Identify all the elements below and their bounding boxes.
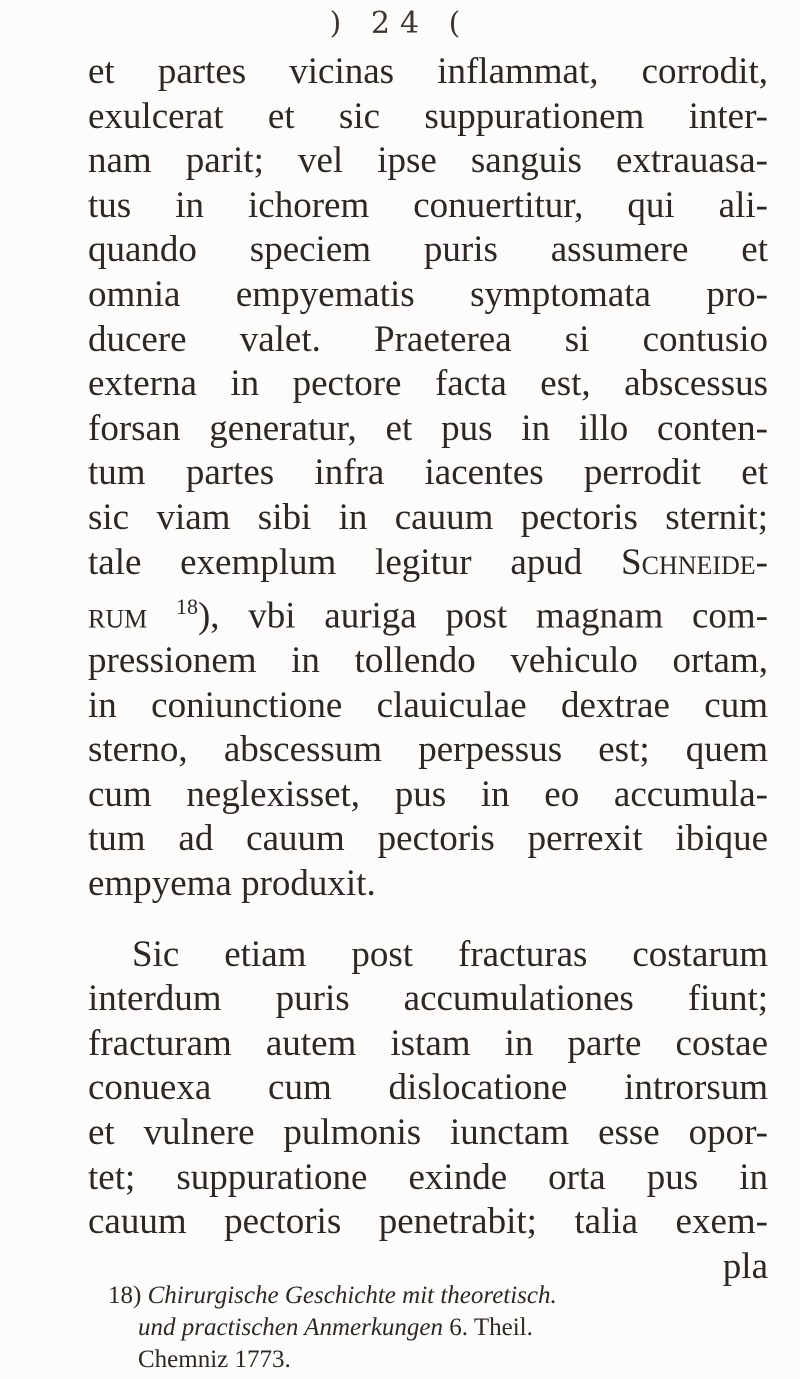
text-line: sic viam sibi in cauum pectoris sternit; <box>88 496 768 538</box>
paragraph-gap <box>88 907 768 933</box>
text-line: tet; suppuratione exinde orta pus in <box>88 1156 768 1198</box>
footnote-title: Chirurgische Geschichte mit theoretisch. <box>147 1282 557 1309</box>
footnote-number: 18) <box>108 1282 142 1309</box>
footnote <box>108 1280 768 1376</box>
footnote-reference[interactable]: 18 <box>175 594 198 620</box>
text-line: externa in pectore facta est, abscessus <box>88 363 768 405</box>
text-line-with-author <box>88 541 768 586</box>
author-name: Schneide- <box>621 541 769 583</box>
text-line: empyema produxit. <box>88 863 376 905</box>
footnote-volume: 6. Theil. <box>449 1314 533 1341</box>
footnote-line <box>108 1280 768 1312</box>
footnote-line <box>108 1312 768 1344</box>
text-line: tum ad cauum pectoris perrexit ibique <box>88 818 768 860</box>
text-line: cum neglexisset, pus in eo accumula- <box>88 773 768 815</box>
text-line: quando speciem puris assumere et <box>88 229 768 271</box>
text-line: cauum pectoris penetrabit; talia exem- <box>88 1201 768 1243</box>
text-line: in coniunctione clauiculae dextrae cum <box>88 684 768 726</box>
text-line: conuexa cum dislocatione introrsum <box>88 1067 768 1109</box>
text-line: pressionem in tollendo vehiculo ortam, <box>88 640 768 682</box>
text-line: sterno, abscessum perpessus est; quem <box>88 729 768 771</box>
text-fragment: tale exemplum legitur apud <box>88 541 583 583</box>
text-line: et vulnere pulmonis iunctam esse opor- <box>88 1111 768 1153</box>
text-line: forsan generatur, et pus in illo conten- <box>88 407 768 449</box>
text-fragment: ), vbi auriga post magnam com- <box>197 595 769 637</box>
running-head: ) 24 ( <box>329 6 471 41</box>
text-line: ducere valet. Praeterea si contusio <box>88 318 768 360</box>
catchword: pla <box>722 1245 768 1287</box>
text-line: tus in ichorem conuertitur, qui ali- <box>88 184 768 226</box>
text-line: exulcerat et sic suppurationem inter- <box>88 95 768 137</box>
text-line: Sic etiam post fracturas costarum <box>132 933 768 975</box>
author-name-cont: rum <box>88 595 148 637</box>
text-line: omnia empyematis symptomata pro- <box>88 273 768 315</box>
text-line: tum partes infra iacentes perrodit et <box>88 452 768 494</box>
main-text <box>88 50 768 1289</box>
text-line: interdum puris accumulationes fiunt; <box>88 978 768 1020</box>
text-line: fracturam autem istam in parte costae <box>88 1022 768 1064</box>
text-line-with-footnote-ref <box>88 585 768 639</box>
footnote-title-cont: und practischen Anmerkungen <box>138 1314 444 1341</box>
footnote-line: Chemniz 1773. <box>138 1346 291 1373</box>
text-line: nam parit; vel ipse sanguis extrauasa- <box>88 140 768 182</box>
text-line: et partes vicinas inflammat, corrodit, <box>88 51 768 92</box>
